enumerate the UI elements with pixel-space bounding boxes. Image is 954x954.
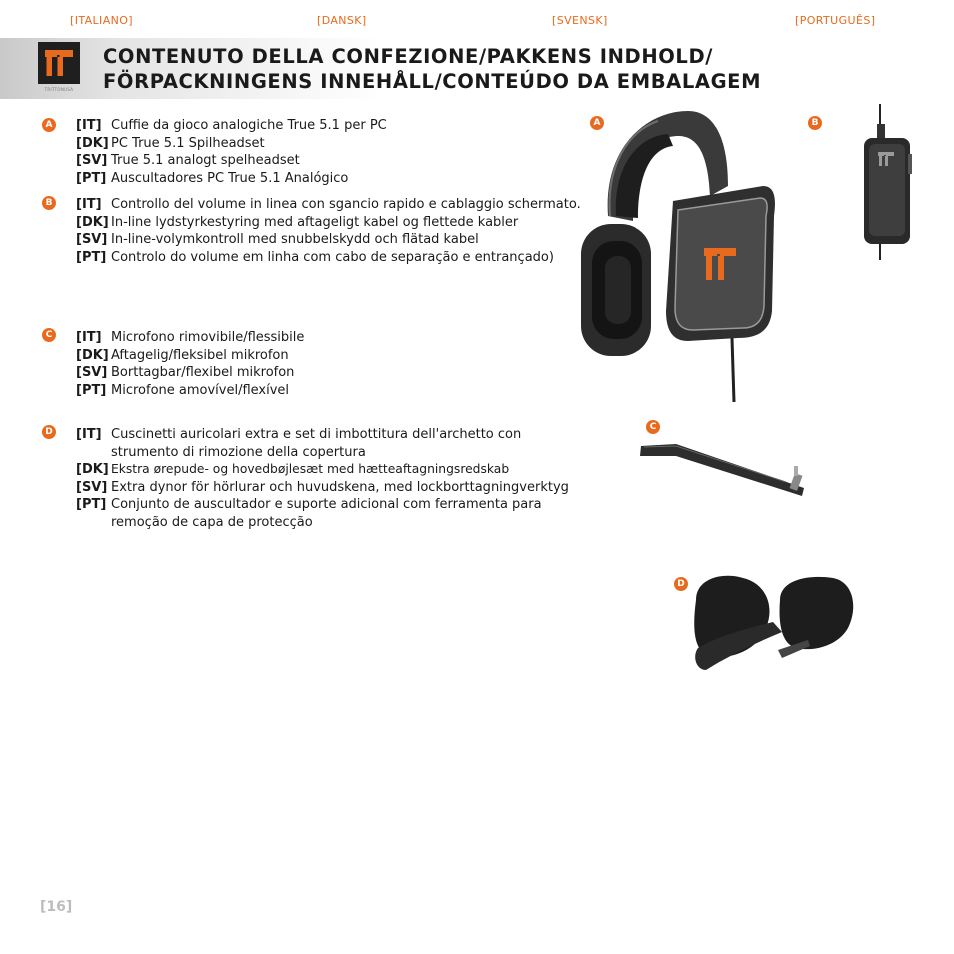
volume-control-image xyxy=(858,104,918,262)
entry-text: PC True 5.1 Spilheadset xyxy=(111,135,265,151)
entry-text: Microfono rimovibile/flessibile xyxy=(111,330,305,345)
item-entry xyxy=(76,382,586,400)
entry-text: Microfone amovível/flexível xyxy=(111,382,290,398)
lang-code: [PT] xyxy=(76,170,107,186)
item-d xyxy=(76,426,591,532)
tritton-logo-icon xyxy=(38,42,80,84)
page-title-line-2: FÖRPACKNINGENS INNEHÅLL/CONTEÚDO DA EMBALAGEM xyxy=(103,70,762,93)
entry-text: Extra dynor för hörlurar och huvudskena, med lockborttagningverktyg xyxy=(111,479,569,495)
item-entry xyxy=(76,347,586,365)
item-a xyxy=(76,117,586,187)
item-entry xyxy=(76,496,591,531)
tritton-logo xyxy=(38,42,80,84)
entry-text: Ekstra ørepude- og hovedbøjlesæt med hætteaftagningsredskab xyxy=(111,462,510,477)
lang-code: [DK] xyxy=(76,347,109,363)
lang-code: [IT] xyxy=(76,330,102,345)
item-entry xyxy=(76,170,586,188)
lang-italiano: [ITALIANO] xyxy=(70,14,134,27)
item-entry xyxy=(76,117,586,135)
entry-text: In-line-volymkontroll med snubbelskydd och flätad kabel xyxy=(111,232,479,248)
item-entry xyxy=(76,364,586,382)
figure-b-badge: B xyxy=(808,116,822,130)
item-a-badge: A xyxy=(42,118,56,132)
item-entry xyxy=(76,479,591,497)
item-entry xyxy=(76,135,586,153)
item-b-badge: B xyxy=(42,196,56,210)
entry-text: Controlo do volume em linha com cabo de separação e entrançado) xyxy=(111,249,554,265)
figure-d-badge: D xyxy=(674,577,688,591)
item-d-badge: D xyxy=(42,425,56,439)
page-title-line-1: CONTENUTO DELLA CONFEZIONE/PAKKENS INDHOLD/ xyxy=(103,45,713,68)
lang-dansk: [DANSK] xyxy=(317,14,367,27)
entry-text: Controllo del volume in linea con sgancio rapido e cablaggio schermato. xyxy=(111,197,581,212)
figure-c-badge: C xyxy=(646,420,660,434)
lang-code: [IT] xyxy=(76,427,102,442)
lang-portugues: [PORTUGUÊS] xyxy=(795,14,876,27)
lang-code: [IT] xyxy=(76,118,102,133)
entry-text: Auscultadores PC True 5.1 Analógico xyxy=(111,170,349,186)
entry-text: Aftagelig/fleksibel mikrofon xyxy=(111,347,289,363)
entry-text: Cuffie da gioco analogiche True 5.1 per PC xyxy=(111,118,387,133)
entry-text: Borttagbar/flexibel mikrofon xyxy=(111,365,295,381)
item-entry xyxy=(76,461,591,479)
logo-caption: TRITTONUSA xyxy=(44,87,74,92)
page-title xyxy=(103,44,923,94)
lang-code: [DK] xyxy=(76,214,109,230)
page-number: [16] xyxy=(40,899,73,915)
lang-code: [PT] xyxy=(76,382,107,398)
item-entry xyxy=(76,329,586,347)
lang-code: [DK] xyxy=(76,135,109,151)
lang-code: [SV] xyxy=(76,365,108,381)
item-entry xyxy=(76,196,586,214)
figure-a-badge: A xyxy=(590,116,604,130)
entry-text: True 5.1 analogt spelheadset xyxy=(111,153,300,169)
lang-code: [PT] xyxy=(76,249,107,265)
item-c xyxy=(76,329,586,399)
lang-code: [IT] xyxy=(76,197,102,212)
item-b xyxy=(76,196,586,266)
item-entry xyxy=(76,426,591,461)
entry-text: Cuscinetti auricolari extra e set di imbottitura dell'archetto con strumento di rimozione della copertura xyxy=(111,427,522,460)
item-entry xyxy=(76,152,586,170)
item-entry xyxy=(76,249,586,267)
lang-code: [DK] xyxy=(76,462,109,478)
item-entry xyxy=(76,214,586,232)
lang-code: [SV] xyxy=(76,479,108,495)
lang-code: [PT] xyxy=(76,497,107,513)
item-c-badge: C xyxy=(42,328,56,342)
ear-pads-image xyxy=(688,570,860,674)
lang-svensk: [SVENSK] xyxy=(552,14,608,27)
microphone-image xyxy=(636,438,811,504)
headset-image xyxy=(578,106,783,406)
item-entry xyxy=(76,231,586,249)
entry-text: Conjunto de auscultador e suporte adicional com ferramenta para remoção de capa de protecção xyxy=(111,497,542,530)
entry-text: In-line lydstyrkestyring med aftageligt kabel og flettede kabler xyxy=(111,214,519,230)
lang-code: [SV] xyxy=(76,153,108,169)
lang-code: [SV] xyxy=(76,232,108,248)
